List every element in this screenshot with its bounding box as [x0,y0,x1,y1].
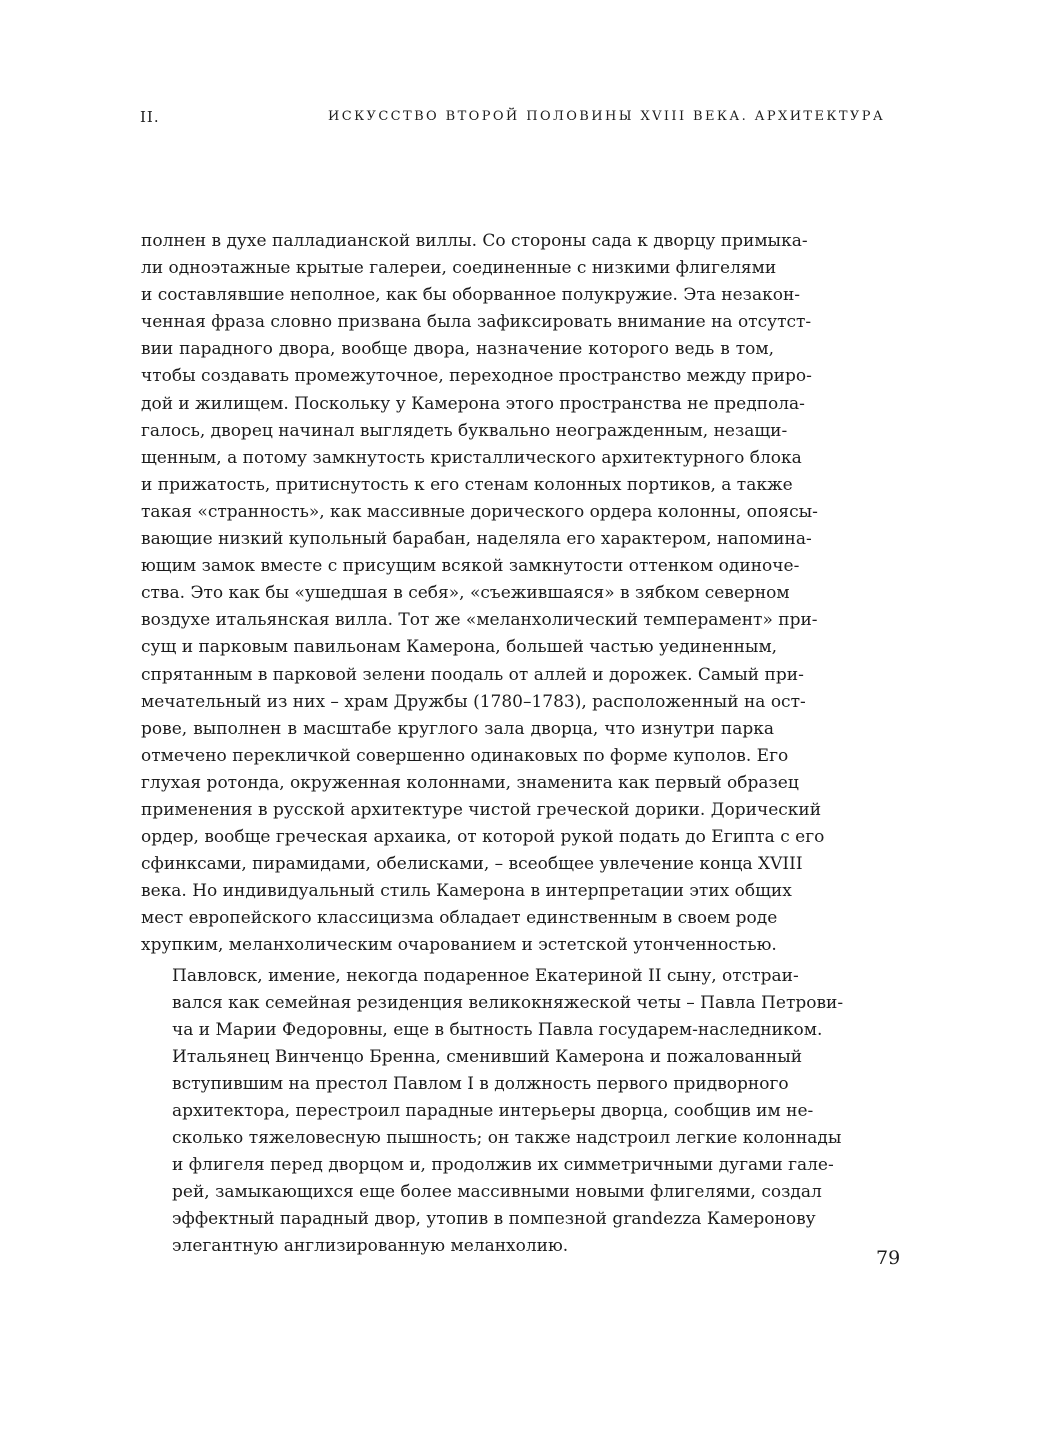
running-header [0,108,1041,128]
text-line: эффектный парадный двор, утопив в помпезной grandezza Камеронову [172,1209,816,1230]
text-line: сфинксами, пирамидами, обелисками, – всеобщее увлечение конца XVIII [141,854,803,875]
text-line: щенным, а потому замкнутость кристаллического архитектурного блока [141,447,802,468]
text-line: применения в русской архитектуре чистой греческой дорики. Дорический [141,799,822,820]
text-line: спрятанным в парковой зелени поодаль от аллей и дорожек. Самый при- [141,664,804,685]
text-line: и флигеля перед дворцом и, продолжив их симметричными дугами гале- [172,1155,834,1176]
text-line: ющим замок вместе с присущим всякой замкнутости оттенком одиноче- [141,556,800,577]
text-line: и составлявшие неполное, как бы оборванное полукружие. Эта незакон- [141,285,801,306]
text-line: отмечено перекличкой совершенно одинаковых по форме куполов. Его [141,745,789,766]
text-line: глухая ротонда, окруженная колоннами, знаменита как первый образец [141,772,799,793]
text-line: вии парадного двора, вообще двора, назначение которого ведь в том, [141,339,774,360]
running-title: ИСКУССТВО ВТОРОЙ ПОЛОВИНЫ XVIII ВЕКА. АРХИТЕКТУРА [328,109,886,124]
text-line: чтобы создавать промежуточное, переходное пространство между приро- [141,366,812,387]
text-line: рове, выполнен в масштабе круглого зала дворца, что изнутри парка [141,718,774,739]
text-line: такая «странность», как массивные дорического ордера колонны, опоясы- [141,501,818,522]
paragraph-2 [141,963,844,1261]
main-text [141,228,844,1261]
text-line: рей, замыкающихся еще более массивными новыми флигелями, создал [172,1182,822,1203]
text-line: вающие низкий купольный барабан, наделяла его характером, напомина- [141,529,812,550]
text-line: архитектора, перестроил парадные интерьеры дворца, сообщив им не- [172,1101,814,1121]
text-line: сущ и парковым павильонам Камерона, большей частью уединенным, [141,637,778,658]
text-line: хрупким, меланхолическим очарованием и эстетской утонченностью. [141,935,777,956]
text-line: ченная фраза словно призвана была зафиксировать внимание на отсутст- [141,312,812,333]
text-line: дой и жилищем. Поскольку у Камерона этого пространства не предпола- [141,393,805,414]
text-line: ли одноэтажные крытые галереи, соединенные с низкими флигелями [141,258,777,279]
section-number: II. [140,108,160,126]
text-line: мечательный из них – храм Дружбы (1780–1783), расположенный на ост- [141,691,806,712]
text-line: вался как семейная резиденция великокняжеской четы – Павла Петрови- [172,992,844,1013]
text-line: мест европейского классицизма обладает единственным в своем роде [141,908,778,929]
text-line: ордер, вообще греческая архаика, от которой рукой подать до Египта с его [141,827,825,848]
page-number: 79 [876,1247,901,1269]
paragraph-1 [141,228,825,960]
text-line: ства. Это как бы «ушедшая в себя», «съежившаяся» в зябком северном [141,583,790,604]
text-line: ча и Марии Федоровны, еще в бытность Павла государем-наследником. [172,1019,823,1040]
text-line: галось, дворец начинал выглядеть буквально неогражденным, незащи- [141,420,788,441]
text-line: Павловск, имение, некогда подаренное Екатериной II сыну, отстраи- [172,965,799,986]
text-line: века. Но индивидуальный стиль Камерона в интерпретации этих общих [141,881,792,902]
text-line: воздухе итальянская вилла. Тот же «меланхолический темперамент» при- [141,610,818,631]
text-line: Итальянец Винченцо Бренна, сменивший Камерона и пожалованный [172,1046,803,1067]
text-line: сколько тяжеловесную пышность; он также надстроил легкие колоннады [172,1128,842,1149]
text-line: полнен в духе палладианской виллы. Со стороны сада к дворцу примыка- [141,231,808,251]
text-line: и прижатость, притиснутость к его стенам колонных портиков, а также [141,474,793,495]
text-line: элегантную англизированную меланхолию. [172,1236,569,1257]
text-line: вступившим на престол Павлом I в должность первого придворного [172,1073,789,1094]
